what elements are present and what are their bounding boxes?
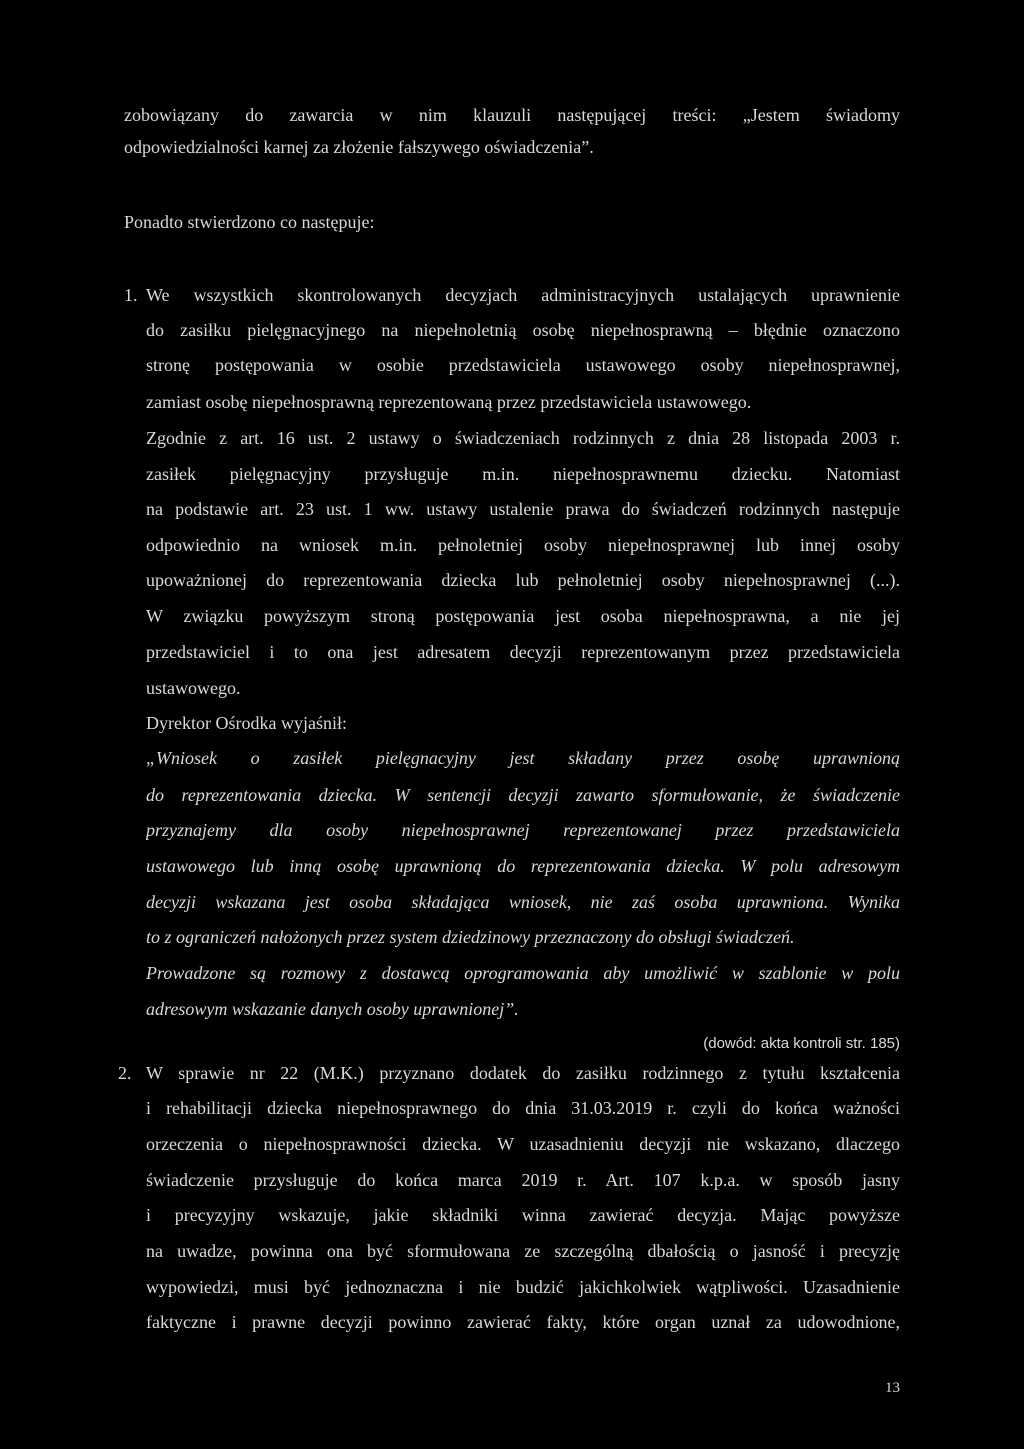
item-2-line: W sprawie nr 22 (M.K.) przyznano dodatek do zasiłku rodzinnego z tytułu kształcenia [146,1063,900,1083]
item-1-line: odpowiednio na wniosek m.in. pełnoletniej osoby niepełnosprawnej lub innej osoby [146,535,900,555]
item-1-line: upoważnionej do reprezentowania dziecka lub pełnoletniej osoby niepełnosprawnej (...). [146,570,900,590]
item-1-line: do zasiłku pielęgnacyjnego na niepełnoletnią osobę niepełnosprawną – błędnie oznaczono [146,320,900,340]
item-2-line: wypowiedzi, musi być jednoznaczna i nie budzić jakichkolwiek wątpliwości. Uzasadnienie [146,1277,900,1297]
item-2-line: i precyzyjny wskazuje, jakie składniki winna zawierać decyzja. Mając powyższe [146,1205,900,1225]
quote-line: adresowym wskazanie danych osoby uprawnionej”. [146,999,519,1019]
item-1-line: W związku powyższym stroną postępowania jest osoba niepełnosprawna, a nie jej [146,606,900,626]
quote-line: Prowadzone są rozmowy z dostawcą oprogramowania aby umożliwić w szablonie w polu [146,963,900,983]
item-2-number: 2. [118,1063,132,1083]
director-intro: Dyrektor Ośrodka wyjaśnił: [146,713,347,733]
item-1-line: We wszystkich skontrolowanych decyzjach administracyjnych ustalających uprawnienie [146,285,900,305]
item-1-line: zasiłek pielęgnacyjny przysługuje m.in. niepełnosprawnemu dziecku. Natomiast [146,464,900,484]
quote-line: „Wniosek o zasiłek pielęgnacyjny jest składany przez osobę uprawnioną [146,748,900,768]
item-1-number: 1. [124,285,138,305]
evidence-note: (dowód: akta kontroli str. 185) [703,1035,900,1052]
intro-line-2: odpowiedzialności karnej za złożenie fałszywego oświadczenia”. [124,137,594,157]
item-2-line: na uwadze, powinna ona być sformułowana ze szczególną dbałością o jasność i precyzję [146,1241,900,1261]
item-2-line: świadczenie przysługuje do końca marca 2019 r. Art. 107 k.p.a. w sposób jasny [146,1170,900,1190]
item-2-line: faktyczne i prawne decyzji powinno zawierać fakty, które organ uznał za udowodnione, [146,1312,900,1332]
item-1-line: przedstawiciel i to ona jest adresatem decyzji reprezentowanym przez przedstawiciela [146,642,900,662]
item-1-line: stronę postępowania w osobie przedstawiciela ustawowego osoby niepełnosprawnej, [146,355,900,375]
ponadto-heading: Ponadto stwierdzono co następuje: [124,212,375,232]
quote-line: przyznajemy dla osoby niepełnosprawnej reprezentowanej przez przedstawiciela [146,820,900,840]
quote-line: ustawowego lub inną osobę uprawnioną do reprezentowania dziecka. W polu adresowym [146,856,900,876]
item-2-line: orzeczenia o niepełnosprawności dziecka. W uzasadnieniu decyzji nie wskazano, dlaczego [146,1134,900,1154]
item-1-line: ustawowego. [146,678,241,698]
item-1-line: Zgodnie z art. 16 ust. 2 ustawy o świadczeniach rodzinnych z dnia 28 listopada 2003 r. [146,428,900,448]
quote-line: do reprezentowania dziecka. W sentencji decyzji zawarto sformułowanie, że świadczenie [146,785,900,805]
page-number: 13 [885,1380,900,1396]
item-1-line: na podstawie art. 23 ust. 1 ww. ustawy ustalenie prawa do świadczeń rodzinnych następuje [146,499,900,519]
quote-line: to z ograniczeń nałożonych przez system dziedzinowy przeznaczony do obsługi świadczeń. [146,927,795,947]
item-2-line: i rehabilitacji dziecka niepełnosprawnego do dnia 31.03.2019 r. czyli do końca ważności [146,1098,900,1118]
intro-line-1: zobowiązany do zawarcia w nim klauzuli następującej treści: „Jestem świadomy [124,105,900,125]
item-1-line: zamiast osobę niepełnosprawną reprezentowaną przez przedstawiciela ustawowego. [146,392,752,412]
quote-line: decyzji wskazana jest osoba składająca wniosek, nie zaś osoba uprawniona. Wynika [146,892,900,912]
